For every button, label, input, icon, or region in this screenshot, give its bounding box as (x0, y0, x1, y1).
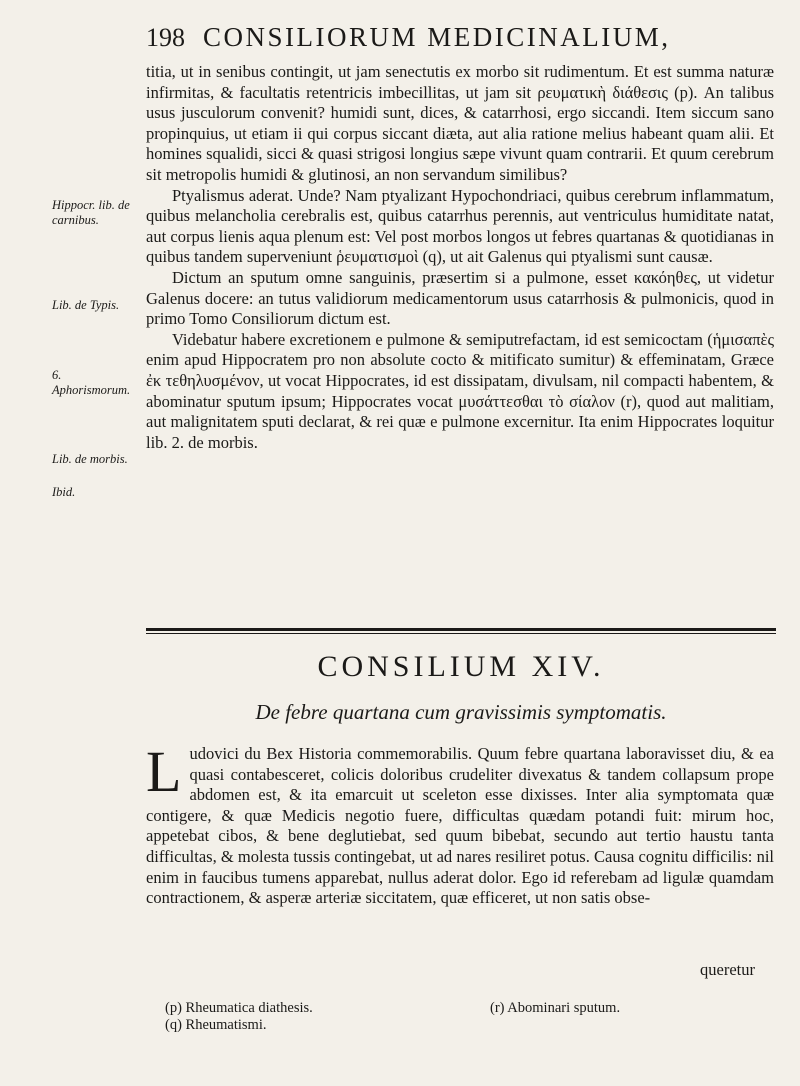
margin-note-aphorismorum: 6. Aphorismorum. (52, 368, 131, 397)
dropcap: L (146, 739, 182, 804)
margin-note-ibid: Ibid. (52, 485, 76, 499)
paragraph-4: Videbatur habere excretionem e pulmone & semiputrefactam, id est semicoctam (ἡμισαπὲς enim apud Hippocratem pro non absolute cocto & mitificato sumitur) & effeminatam, Græce ἐκ τεθηλυσμένον, ut vocat Hippocrates, id est dissipatam, divulsam, nil compacti habentem, & abominatur sputum ipsum; Hippocrates vocat μυσάττεσθαι τὸ σίαλον (r), quod aut malitiam, aut malignitatem sputi declarat, & rei quæ e pulmone excernitur. Ita enim Hippocrates loquitur lib. 2. de morbis. (146, 329, 774, 452)
consilium-body: udovici du Bex Historia commemorabilis. Quum febre quartana laboravisset diu, & ea quasi contabesceret, colicis doloribus crudeliter divexatus & tandem collapsum prope abdomen est, & ita emarcuit ut sceleton esse dixisses. Inter alia symptomata quæ contigere, & quæ Medicis negotio fuere, difficultas quædam potandi fuit: mirum hoc, appetebat cibos, & bene deglutiebat, sed quum bibebat, secundo aut tertio haustu tanta difficultas, & molesta tussis contingebat, ut ad nares resiliret potus. Causa cognitu difficilis: nil enim in faucibus tumens apparebat, nullus aderat dolor. Ego id referebam ad ligulæ quamdam contractionem, & asperæ arteriæ siccitatem, quæ efficeret, ut non satis obse- (146, 744, 774, 908)
consilium-title: CONSILIUM XIV. (317, 650, 605, 683)
paragraph-2: Ptyalismus aderat. Unde? Nam ptyalizant Hypochondriaci, quibus cerebrum inflammatum, quibus melancholia cerebralis est, quibus catarrhus perennis, aut ventriculus humiditate natat, aut corpus lienis aqua plenum est: Vel post morbos longos ut febres quartanas & quotidianas in quibus tandem superveniunt ῥευματισμοὶ (q), ut ait Galenus qui ptyalismi sunt causæ. (146, 185, 774, 267)
consilium-text (146, 739, 774, 909)
footnote-p: (p) Rheumatica diathesis. (165, 1000, 313, 1016)
margin-note-typis: Lib. de Typis. (52, 298, 120, 312)
paragraph-1: titia, ut in senibus contingit, ut jam senectutis ex morbo sit rudimentum. Et est summa naturæ infirmitas, & facultatis retentricis imbecillitas, ut jam sit ρευματικὴ διάθεσις (p). An talibus usus jusculorum convenit? humidi sunt, dices, & catarrhosi, ergo siccandi. Item siccum sano propinquius, ut etiam ii qui corpus siccant diæta, aut alia ratione melius habeant quam alii. Et homines squalidi, sicci & quasi strigosi longius sæpe vivunt quam contrarii. Et quum cerebrum sit metropolis humidi & glutinosi, an non servandum similibus? (146, 62, 774, 184)
footnote-q: (q) Rheumatismi. (165, 1017, 267, 1033)
paragraph-3: Dictum an sputum omne sanguinis, præsertim si a pulmone, esset κακόηθες, ut videtur Galenus docere: an tutus validiorum medicamentorum usus catarrhosis & pulmonicis, quod in primo Tomo Consiliorum dictum est. (146, 267, 774, 329)
running-head (146, 22, 726, 53)
catchword: queretur (700, 960, 755, 979)
section-rule (146, 628, 776, 631)
margin-note-hippocr: Hippocr. lib. de carnibus. (52, 198, 130, 227)
main-text (146, 62, 774, 453)
consilium-subtitle: De febre quartana cum gravissimis symptomatis. (255, 700, 667, 724)
footnote-r: (r) Abominari sputum. (490, 1000, 621, 1016)
page-number: 198 (146, 23, 185, 52)
margin-note-morbis: Lib. de morbis. (52, 452, 128, 466)
running-title: CONSILIORUM MEDICINALIUM, (203, 22, 671, 52)
